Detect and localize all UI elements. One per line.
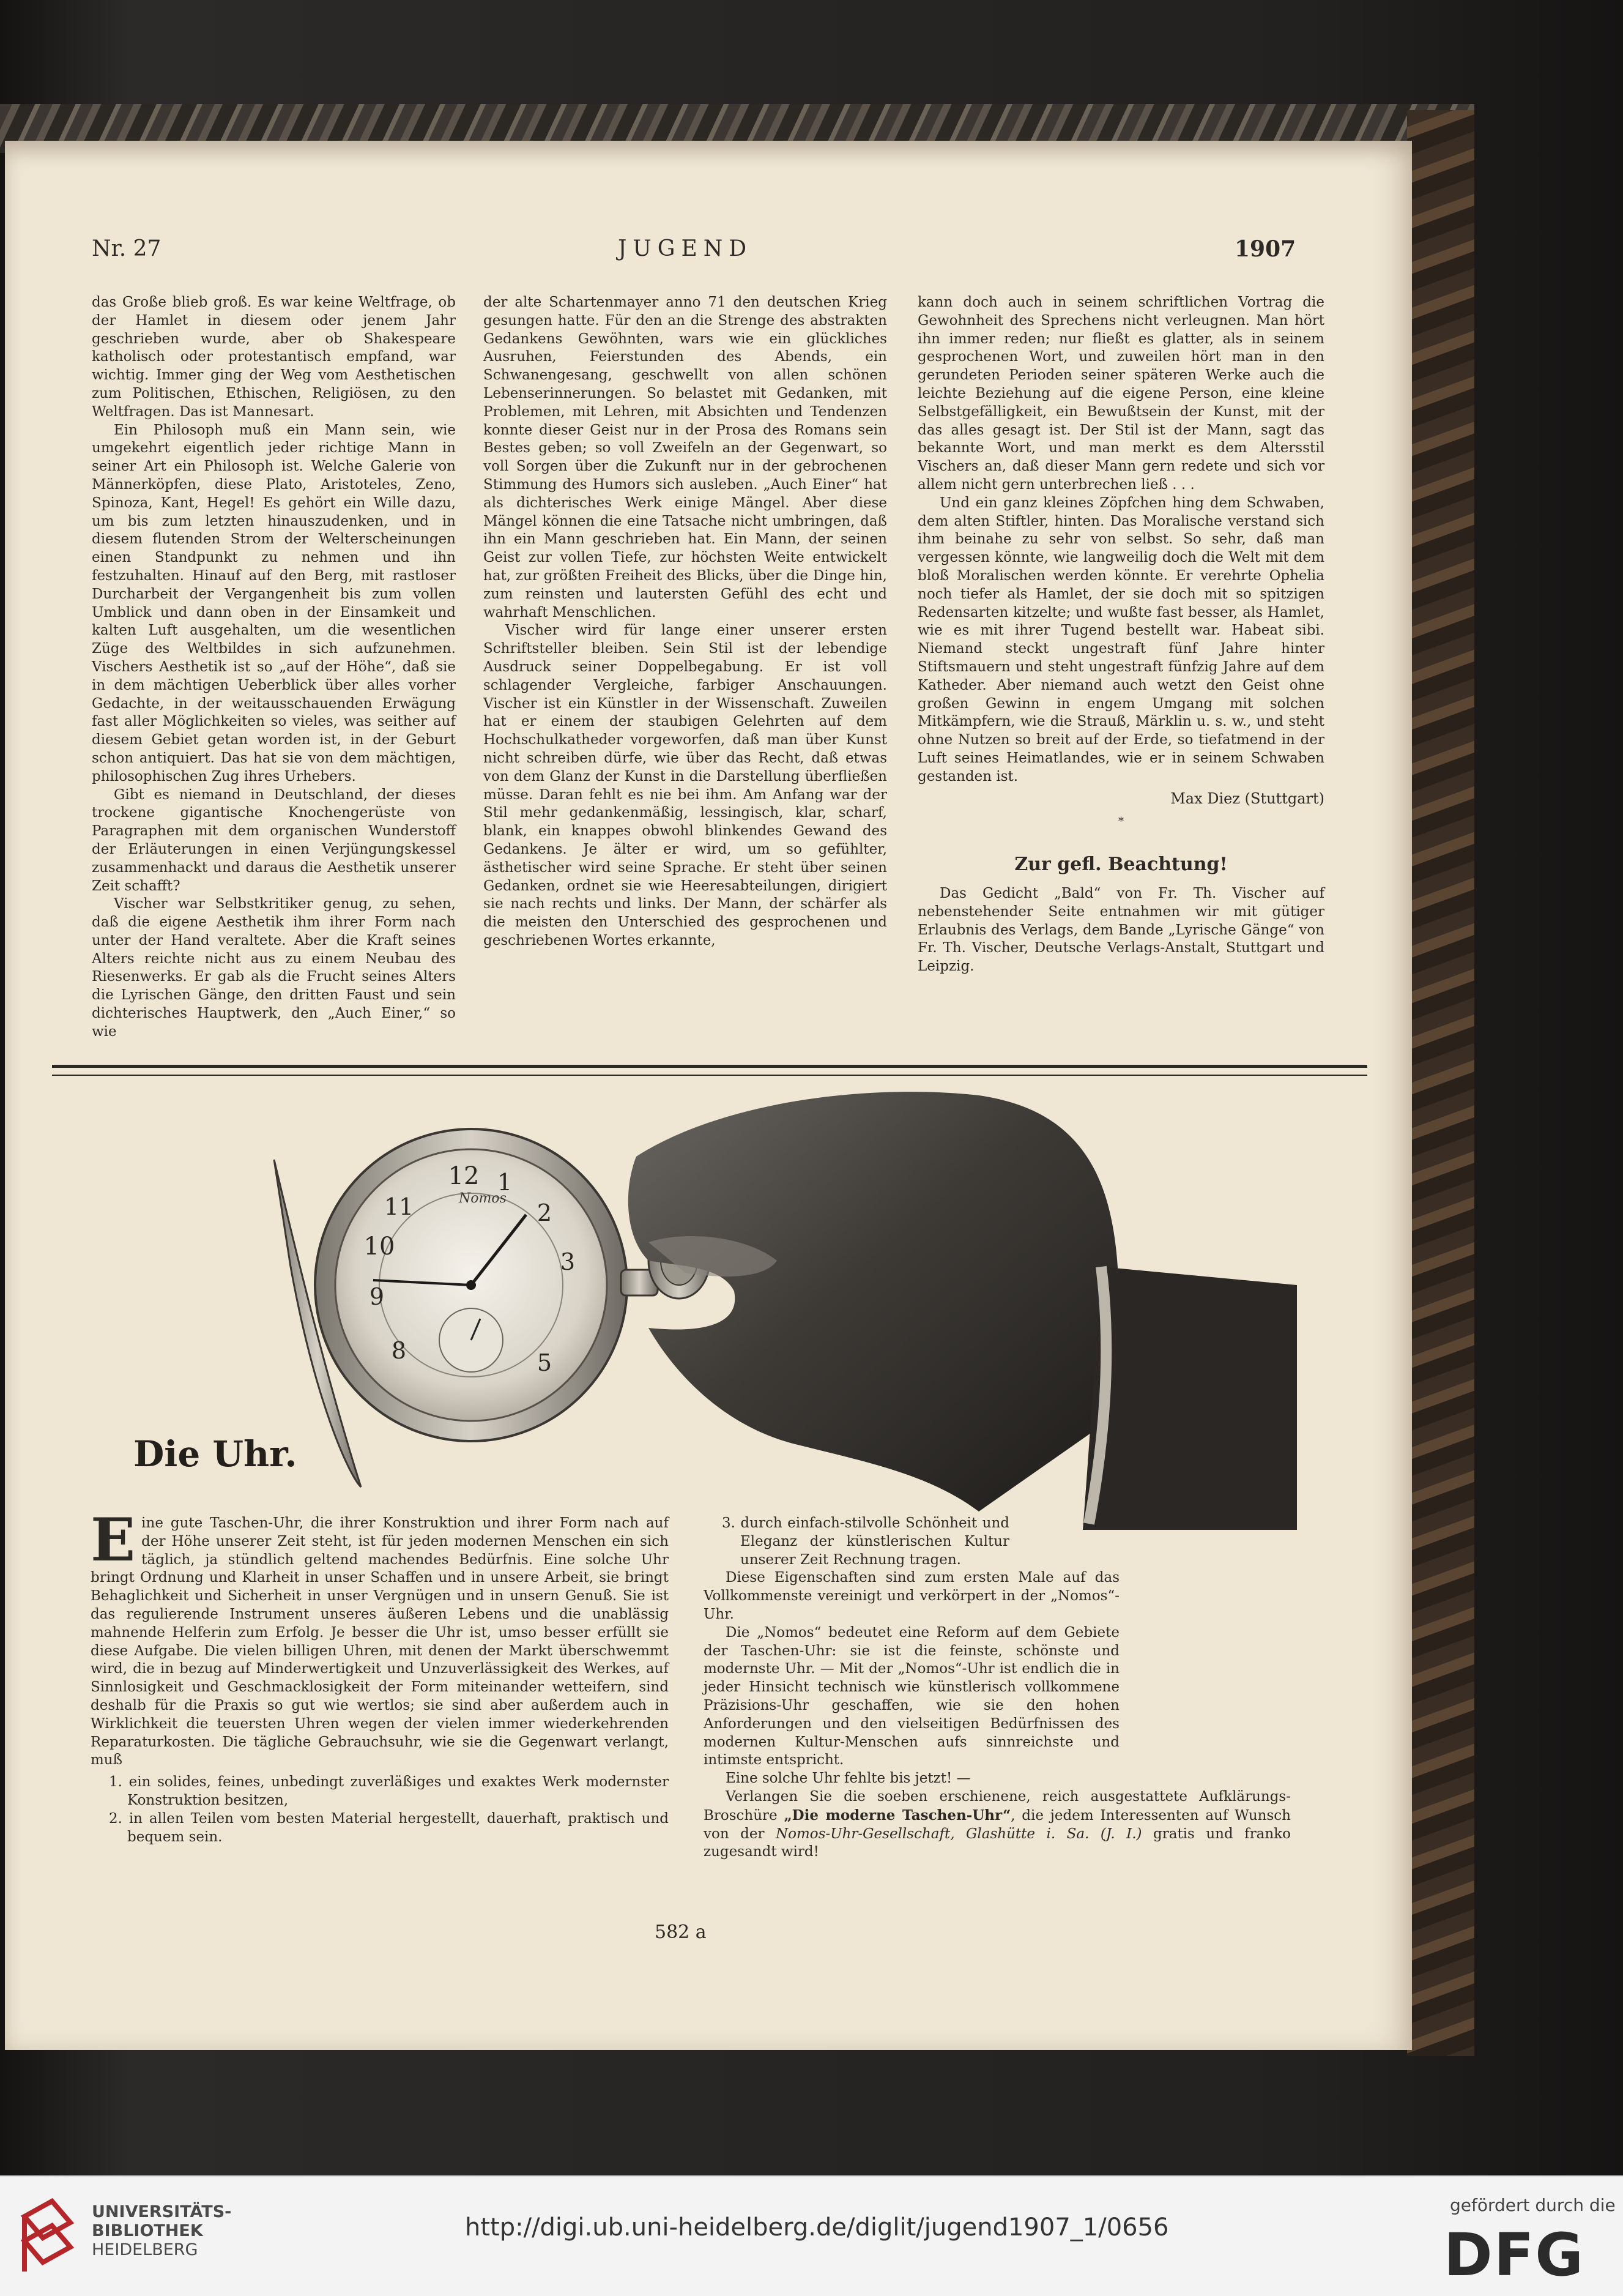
- ad-column-left: [91, 1505, 669, 1846]
- list-item: 2. in allen Teilen vom besten Material hergestellt, dauerhaft, praktisch und bequem sein.: [109, 1810, 669, 1845]
- notice-text: Das Gedicht „Bald“ von Fr. Th. Vischer auf nebenstehender Seite entnahmen wir mit gütiger Erlaubnis des Verlags, dem Bande „Lyrische Gänge“ von Fr. Th. Vischer, Deutsche Verlags-Anstalt, Stuttgart und Leipzig.: [918, 885, 1324, 975]
- book-binding-right: [1407, 110, 1474, 2056]
- paragraph: Vischer wird für lange einer unserer ersten Schriftsteller bleiben. Sein Stil ist der lebendige Ausdruck seiner Doppelbegabung. Er ist voll schlagender Vergleiche, farbiger Anschauungen. Vischer ist ein Künstler in der Wissenschaft. Zuweilen hat er einem der staubigen Gelehrten auf dem Hochschulkatheder vorgeworfen, daß man über Kunst nicht schreiben dürfe, wie über das Recht, daß etwas von dem Glanz der Kunst in die Darstellung überfließen müsse. Daran fehlt es nie bei ihm. Am Anfang war der Stil mehr gedankenmäßig, lessingisch, klar, scharf, blank, ein knappes obwohl blinkendes Gewand des Gedankens. Je älter er wird, um so gefühlter, ästhetischer wird seine Sprache. Er steht über seinen Gedanken, ordnet sie wie Heeresabteilungen, dirigiert sie nach rechts und links. Der Mann, der schärfer als die meisten den Unterschied des gesprochenen und geschriebenen Wortes erkannte,: [483, 622, 887, 949]
- paragraph: der alte Schartenmayer anno 71 den deutschen Krieg gesungen hatte. Für den an die Strenge des abstrakten Gedankens Gewöhnten, wars wie ein glückliches Ausruhen, Feierstunden des Abends, ein Schwanengesang, geschwellt von allen schönen Lebenserinnerungen. So belastet mit Gedanken, mit Problemen, mit Lehren, mit Absichten und Tendenzen konnte dieser Geist nur in der Prosa des Romans sein Bestes geben; so voll Zweifeln an der Gegenwart, so voll Sorgen über die Zukunft nur in der gebrochenen Stimmung des Humors sich ausleben. „Auch Einer“ hat als dichterisches Werk einige Mängel. Aber diese Mängel können die eine Tatsache nicht umbringen, daß ihn ein Mann geschrieben hat. Ein Mann, der seinen Geist zur vollen Tiefe, zur höchsten Weite entwickelt hat, zur größten Freiheit des Blicks, über die Dinge hin, zum reinsten und lautersten Gefühl des echt und wahrhaft Menschlichen.: [483, 294, 887, 621]
- paragraph: Ein Philosoph muß ein Mann sein, wie umgekehrt eigentlich jeder richtige Mann in seiner Art ein Philosoph ist. Welche Galerie von Männerköpfen, diese Plato, Aristoteles, Zeno, Spinoza, Kant, Hegel! Es gehört ein Wille dazu, um bis zum letzten hinauszudenken, und in diesem flutenden Strom der Welterscheinungen einen Standpunkt zu nehmen und ihn festzuhalten. Hinauf auf den Berg, mit rastloser Durcharbeit der Vergangenheit bis zum vollen Umblick und dann oben in der Einsamkeit und kalten Luft ausgehalten, um die wesentlichen Züge des Weltbildes in sich aufzunehmen. Vischers Aesthetik ist so „auf der Höhe“, daß sie in dem mächtigen Ueberblick über alles vorher Gedachte, in der weitausschauenden Erwägung fast aller Möglichkeiten so vieles, was seither auf diesem Gebiet getan worden ist, in der Geburt schon antiquiert. Das hat sie von dem mächtigen, philosophischen Zug ihres Urhebers.: [92, 422, 456, 785]
- list-item: 3. durch einfach-stilvolle Schönheit und Eleganz der künstlerischen Kultur unserer Zeit Rechnung tragen.: [722, 1515, 1009, 1568]
- svg-text:3: 3: [560, 1248, 576, 1275]
- paragraph: kann doch auch in seinem schriftlichen Vortrag die Gewohnheit des Sprechens nicht verleugnen. Man hört ihn immer reden; nur fließt es glatter, als in seinem gesprochenen Wort, und zuweilen hört man in den gerundeten Perioden seiner späteren Werke auch die leichte Beziehung auf die eigene Person, eine kleine Selbstgefälligkeit, ein Bewußtsein der Kunst, mit der das alles gesagt ist. Der Stil ist der Mann, sagt das bekannte Wort, und man merkt es dem Altersstil Vischers an, daß dieser Mann gern redete und sich vor allem nicht gern unterbrechen ließ . . .: [918, 294, 1324, 493]
- dfg-logo: DFG: [1444, 2221, 1585, 2289]
- paragraph: Vischer war Selbstkritiker genug, zu sehen, daß die eigene Aesthetik ihm ihrer Form nach unter der Hand veraltete. Aber die Kraft seines Alters reichte nicht aus zu einem Neubau des Riesenwerks. Er gab als die Frucht seines Alters die Lyrischen Gänge, den dritten Faust und sein dichterisches Hauptwerk, den „Auch Einer,“ so wie: [92, 896, 456, 1040]
- author-signature: Max Diez (Stuttgart): [1170, 789, 1324, 807]
- article-column-1: [92, 294, 456, 1042]
- closing-text: Verlangen Sie die soeben erschienene, reich ausgestattete Aufklärungs-Broschüre: [704, 1788, 1291, 1824]
- drop-cap: E: [91, 1505, 136, 1575]
- institution-line: UNIVERSITÄTS-: [92, 2202, 232, 2221]
- dial-brand-text: Nomos: [459, 1191, 507, 1206]
- list-item: 1. ein solides, feines, unbedingt zuverläßiges und exaktes Werk modernster Konstruktion besitzen,: [109, 1774, 669, 1808]
- permalink-url[interactable]: http://digi.ub.uni-heidelberg.de/diglit/jugend1907_1/0656: [465, 2213, 1169, 2242]
- pocket-watch-hand-illustration: [257, 1083, 1297, 1530]
- company-name: Nomos-Uhr-Gesellschaft, Glashütte i. Sa. (J. I.): [775, 1825, 1142, 1842]
- page-number: 582 a: [655, 1921, 707, 1943]
- paragraph: das Große blieb groß. Es war keine Weltfrage, ob der Hamlet in diesem oder jenem Jahr geschrieben wurde, aber ob Shakespeare katholisch oder protestantisch empfand, war wichtig. Immer ging der Weg vom Aesthetischen zum Politischen, Ethischen, Religiösen, zu den Weltfragen. Das ist Mannesart.: [92, 294, 456, 420]
- svg-text:10: 10: [363, 1232, 395, 1261]
- institution-line: HEIDELBERG: [92, 2240, 198, 2259]
- svg-text:9: 9: [369, 1283, 385, 1310]
- ad-paragraph: Diese Eigenschaften sind zum ersten Male auf das Vollkommenste vereinigt und verkörpert in der „Nomos“-Uhr.: [704, 1570, 1120, 1622]
- year: 1907: [1235, 236, 1296, 262]
- institution-name: [92, 2202, 231, 2259]
- svg-text:5: 5: [537, 1349, 552, 1376]
- article-column-3: [918, 294, 1324, 976]
- brochure-title: „Die moderne Taschen-Uhr“: [784, 1806, 1011, 1824]
- ad-intro: ine gute Taschen-Uhr, die ihrer Konstruktion und ihrer Form nach auf der Höhe unserer Zeit steht, ist für jeden modernen Menschen ein sich täglich, ja stündlich geltend machendes Bedürfnis. Eine solche Uhr bringt Ordnung und Klarheit in unser Schaffen und in unsere Arbeit, sie bringt Behaglichkeit und Sicherheit in unser Vergnügen und in unsern Genuß. Sie ist das regulierende Instrument unseres äußeren Lebens und die unablässig mahnende Helferin zum Erfolg. Je besser die Uhr ist, umso besser erfüllt sie diese Aufgabe. Die vielen billigen Uhren, mit denen der Markt überschwemmt wird, die in bezug auf Minderwertigkeit und Unzuverlässigkeit des Werkes, auf Sinnlosigkeit und Geschmacklosigkeit der Form miteinander wetteifern, sind deshalb für die Praxis so gut wie wertlos; sie sind aber außerdem auch in Wirklichkeit die teuersten Uhren wegen der vielen immer wiederkehrenden Reparaturkosten. Die tägliche Gebrauchsuhr, wie sie die Gegenwart verlangt, muß: [91, 1515, 669, 1769]
- ad-title: Die Uhr.: [133, 1433, 297, 1475]
- viewer-footer: [0, 2175, 1623, 2296]
- paragraph: Und ein ganz kleines Zöpfchen hing dem Schwaben, dem alten Stiftler, hinten. Das Moralische verstand sich ihm beinahe zu sehr von selbst. So sehr, daß man vergessen könnte, wie langweilig doch die Welt mit dem bloß Moralischen werden könnte. Er verehrte Ophelia noch tiefer als Hamlet, der sie doch mit so spitzigen Redensarten kitzelte; und wußte fast besser, als Hamlet, wie es mit ihrer Tugend bestellt war. Habeat sibi. Niemand steckt ungestraft fünf Jahre hinter Stiftsmauern und steht ungestraft fünfzig Jahre auf dem Katheder. Aber niemand auch wetzt den Geist ohne großen Gewinn in engem Umgang mit solchen Mitkämpfern, wie die Strauß, Märklin u. s. w., und steht ohne Nutzen so breit auf der Erde, so tiefatmend in der Luft seines Heimatlandes, wie er in seinem Schwaben gestanden ist.: [918, 494, 1324, 785]
- closing-text: , die jedem Interessenten auf Wunsch von der: [704, 1807, 1291, 1842]
- paragraph: Gibt es niemand in Deutschland, der dieses trockene gigantische Knochengerüste von Paragraphen mit dem organischen Wunderstoff der Erläuterungen in einen Verjüngungskessel zusammenhackt und daraus die Aesthetik unserer Zeit schafft?: [92, 786, 456, 894]
- institution-line: BIBLIOTHEK: [92, 2221, 203, 2240]
- svg-text:2: 2: [537, 1199, 552, 1226]
- svg-text:1: 1: [497, 1169, 513, 1196]
- svg-text:8: 8: [391, 1337, 407, 1364]
- article-column-2: [483, 294, 887, 950]
- ad-paragraph: Die „Nomos“ bedeutet eine Reform auf dem Gebiete der Taschen-Uhr: sie ist die feinste, schönste und modernste Uhr. — Mit der „Nomos“-Uhr ist endlich die in jeder Hinsicht technisch wie künstlerisch vollkommene Präzisions-Uhr geschaffen, wie sie den hohen Anforderungen und den vielseitigen Bedürfnissen des modernen Kultur-Menschen aufs sinnreichste und intimste entspricht.: [704, 1624, 1120, 1769]
- ad-column-right: [704, 1515, 1291, 1862]
- svg-text:11: 11: [384, 1193, 414, 1220]
- svg-text:12: 12: [448, 1162, 480, 1190]
- notice-title: Zur gefl. Beachtung!: [1014, 854, 1228, 876]
- magazine-title: JUGEND: [618, 236, 753, 261]
- divider-rule: [52, 1065, 1367, 1068]
- closing-text: gratis und franko zugesandt wird!: [704, 1825, 1291, 1860]
- funded-by-text: gefördert durch die: [1450, 2195, 1616, 2215]
- divider-rule: [52, 1075, 1367, 1076]
- separator-star: *: [1118, 815, 1124, 829]
- issue-number: Nr. 27: [92, 236, 162, 261]
- ad-paragraph: Eine solche Uhr fehlte bis jetzt! —: [726, 1770, 971, 1787]
- university-library-logo-icon: [18, 2198, 76, 2278]
- ad-closing: [704, 1788, 1291, 1862]
